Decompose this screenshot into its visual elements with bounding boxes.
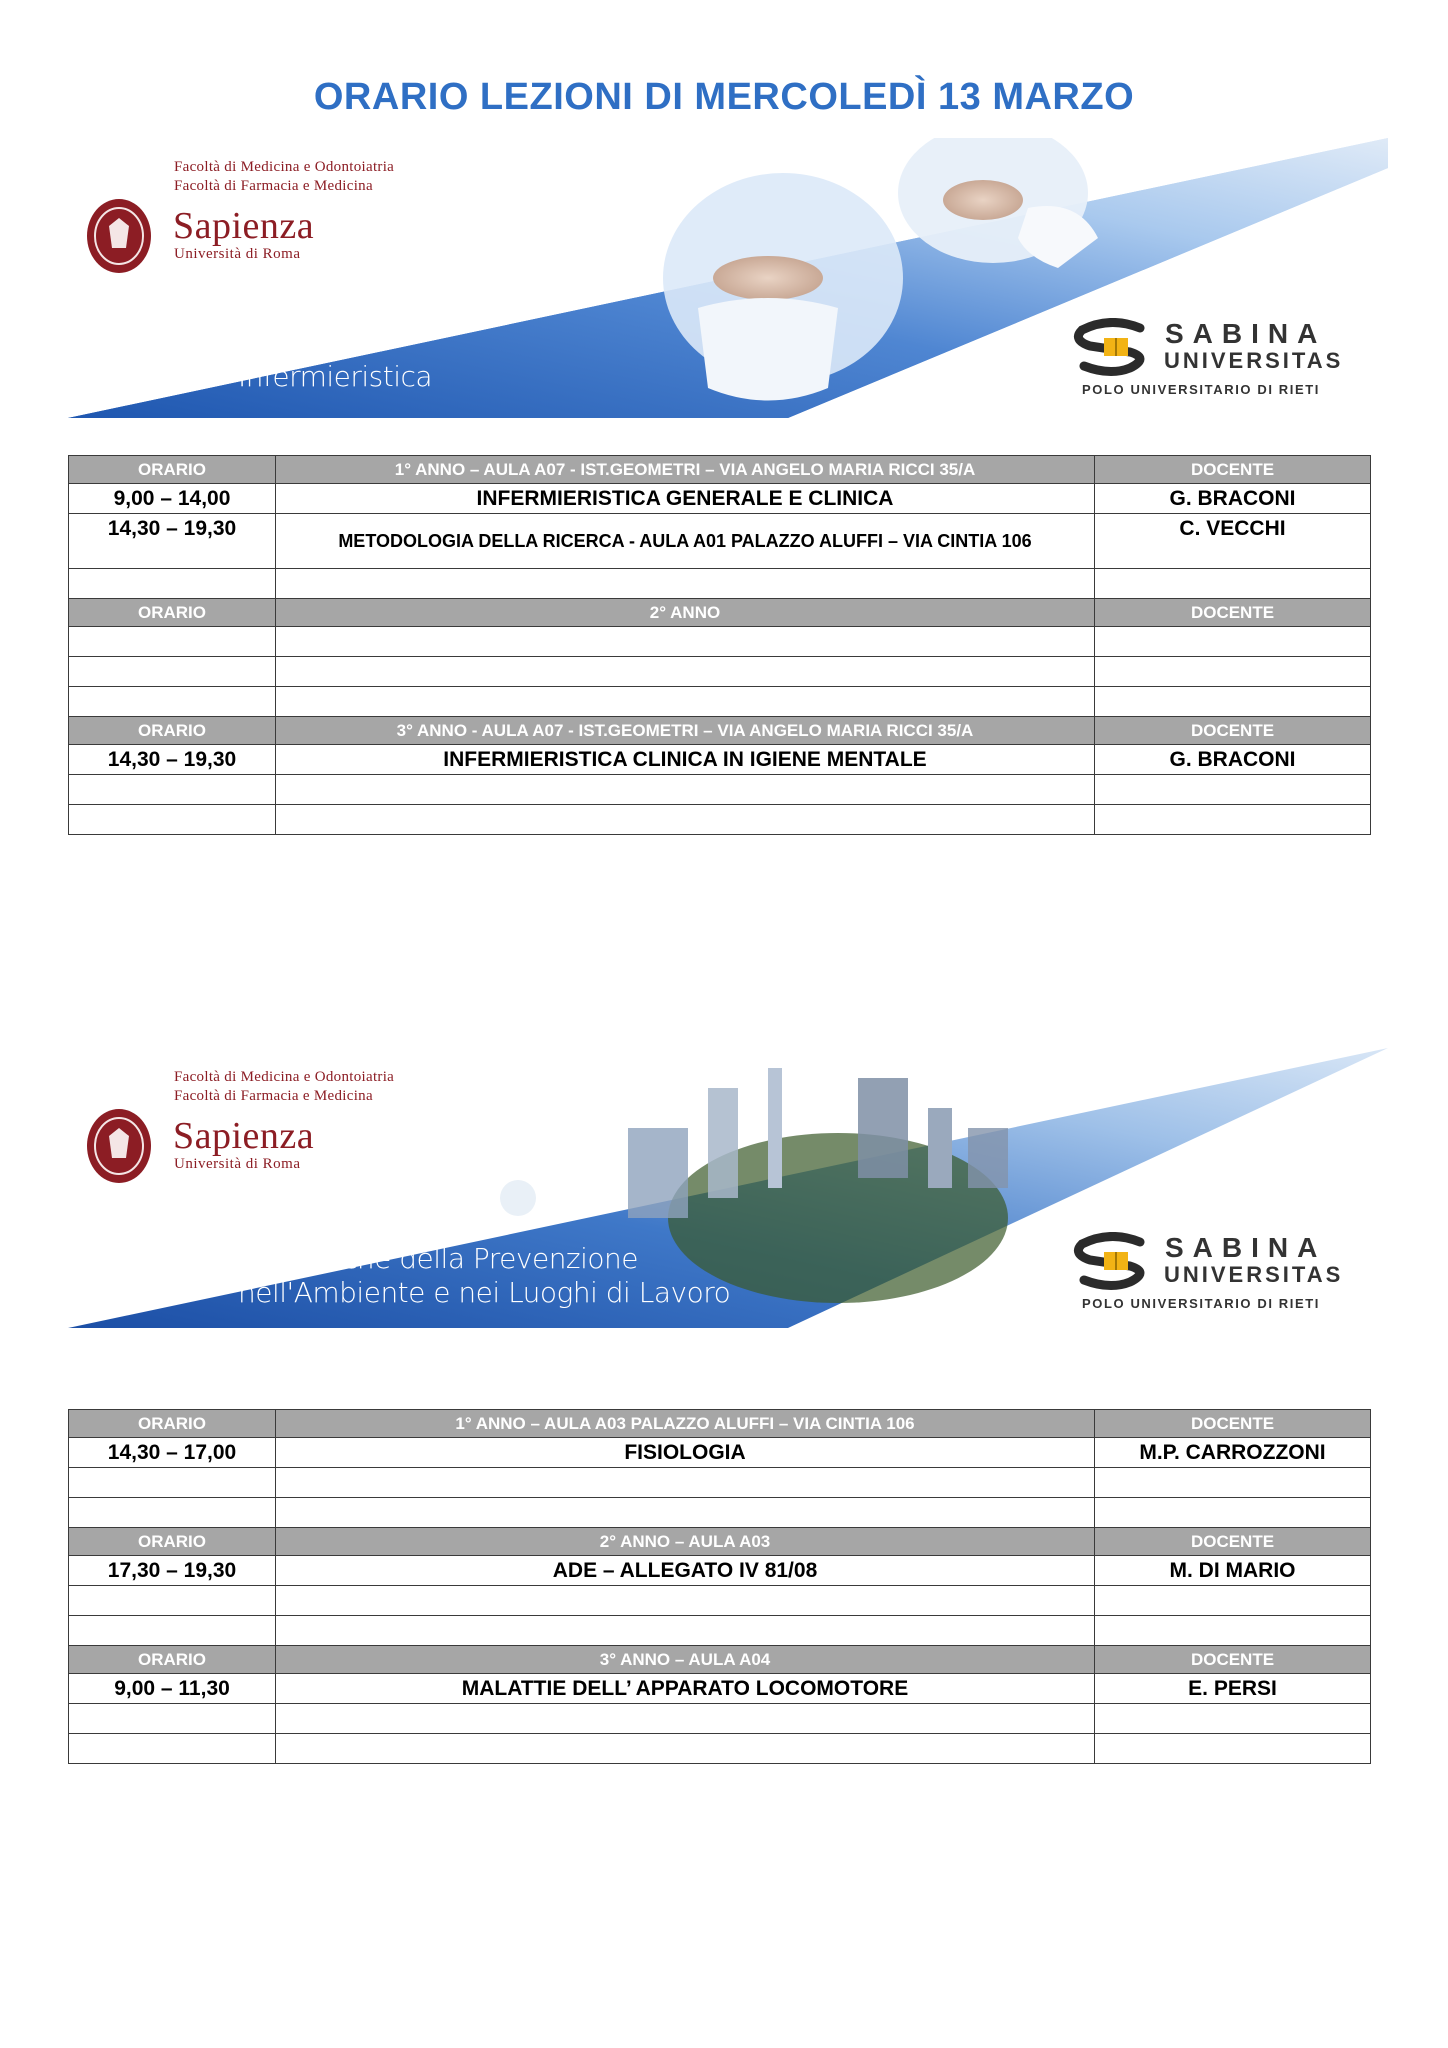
sabina-name: SABINA [1165, 318, 1327, 349]
faculty-line-1: Facoltà di Medicina e Odontoiatria [174, 159, 395, 175]
cell-teacher: E. PERSI [1095, 1674, 1371, 1704]
sabina-polo: POLO UNIVERSITARIO DI RIETI [1082, 1296, 1320, 1311]
cell-subject [276, 1734, 1095, 1764]
table-row [69, 484, 1371, 514]
cell-subject: INFERMIERISTICA GENERALE E CLINICA [276, 484, 1095, 514]
table-row [69, 1468, 1371, 1498]
header-cell-time: ORARIO [69, 456, 276, 484]
table-row [69, 1438, 1371, 1468]
cell-subject: FISIOLOGIA [276, 1438, 1095, 1468]
sabina-universitas: UNIVERSITAS [1164, 348, 1344, 373]
cell-teacher [1095, 1734, 1371, 1764]
cell-teacher [1095, 657, 1371, 687]
table-row [69, 1674, 1371, 1704]
table-row [69, 775, 1371, 805]
cell-teacher [1095, 1498, 1371, 1528]
cell-subject: ADE – ALLEGATO IV 81/08 [276, 1556, 1095, 1586]
header-cell-time: ORARIO [69, 1646, 276, 1674]
sapienza-subtitle: Università di Roma [174, 1156, 301, 1172]
cell-time [69, 687, 276, 717]
cell-teacher: C. VECCHI [1095, 514, 1371, 569]
table-row [69, 1616, 1371, 1646]
course-title-line-1: Infermieristica [238, 360, 433, 393]
cell-teacher [1095, 569, 1371, 599]
cell-teacher [1095, 1468, 1371, 1498]
sapienza-name: Sapienza [173, 205, 315, 247]
cell-subject: INFERMIERISTICA CLINICA IN IGIENE MENTALE [276, 745, 1095, 775]
sapienza-seal-icon [84, 1106, 154, 1186]
header-cell-time: ORARIO [69, 1410, 276, 1438]
cell-subject [276, 1468, 1095, 1498]
table-row [69, 1498, 1371, 1528]
cell-teacher [1095, 1586, 1371, 1616]
table-header-row [69, 1410, 1371, 1438]
cell-teacher: G. BRACONI [1095, 484, 1371, 514]
table-row [69, 627, 1371, 657]
faculty-names [174, 158, 394, 196]
header-cell-year: 3° ANNO - AULA A07 - IST.GEOMETRI – VIA ANGELO MARIA RICCI 35/A [276, 717, 1095, 745]
table-header-row [69, 456, 1371, 484]
table-row [69, 569, 1371, 599]
course-banner-infermieristica [68, 138, 1388, 418]
sabina-book-icon [1070, 1232, 1160, 1292]
cell-subject [276, 657, 1095, 687]
faculty-line-2: Facoltà di Farmacia e Medicina [174, 178, 373, 194]
header-cell-time: ORARIO [69, 1528, 276, 1556]
cell-time [69, 627, 276, 657]
faculty-line-2: Facoltà di Farmacia e Medicina [174, 1088, 373, 1104]
table-row [69, 1704, 1371, 1734]
sabina-polo: POLO UNIVERSITARIO DI RIETI [1082, 382, 1320, 397]
header-cell-teacher: DOCENTE [1095, 1528, 1371, 1556]
cell-time [69, 1498, 276, 1528]
header-cell-year: 2° ANNO [276, 599, 1095, 627]
cell-teacher: M. DI MARIO [1095, 1556, 1371, 1586]
cell-subject [276, 775, 1095, 805]
faculty-names [174, 1068, 394, 1106]
faculty-line-1: Facoltà di Medicina e Odontoiatria [174, 1069, 395, 1085]
cell-time: 9,00 – 11,30 [69, 1674, 276, 1704]
cell-time [69, 1468, 276, 1498]
cell-time [69, 775, 276, 805]
sapienza-subtitle: Università di Roma [174, 246, 301, 262]
cell-time [69, 1586, 276, 1616]
cell-time: 14,30 – 19,30 [69, 514, 276, 569]
cell-time [69, 1704, 276, 1734]
schedule-table-infermieristica [68, 455, 1371, 835]
header-cell-time: ORARIO [69, 599, 276, 627]
header-cell-year: 1° ANNO – AULA A03 PALAZZO ALUFFI – VIA CINTIA 106 [276, 1410, 1095, 1438]
table-header-row [69, 1528, 1371, 1556]
cell-teacher [1095, 1616, 1371, 1646]
table-row [69, 1556, 1371, 1586]
cell-time: 14,30 – 19,30 [69, 745, 276, 775]
table-header-row [69, 599, 1371, 627]
table-row [69, 1734, 1371, 1764]
table-row [69, 1586, 1371, 1616]
header-cell-teacher: DOCENTE [1095, 599, 1371, 627]
cell-teacher: M.P. CARROZZONI [1095, 1438, 1371, 1468]
table-row [69, 745, 1371, 775]
cell-teacher [1095, 687, 1371, 717]
header-cell-year: 2° ANNO – AULA A03 [276, 1528, 1095, 1556]
cell-time: 14,30 – 17,00 [69, 1438, 276, 1468]
header-cell-teacher: DOCENTE [1095, 717, 1371, 745]
course-title-line-2: nell'Ambiente e nei Luoghi di Lavoro [238, 1276, 731, 1309]
header-cell-year: 1° ANNO – AULA A07 - IST.GEOMETRI – VIA ANGELO MARIA RICCI 35/A [276, 456, 1095, 484]
cell-subject [276, 805, 1095, 835]
sapienza-name: Sapienza [173, 1115, 315, 1157]
cell-time [69, 1616, 276, 1646]
cell-teacher [1095, 1704, 1371, 1734]
header-cell-teacher: DOCENTE [1095, 1646, 1371, 1674]
header-cell-year: 3° ANNO – AULA A04 [276, 1646, 1095, 1674]
sabina-universitas: UNIVERSITAS [1164, 1262, 1344, 1287]
cell-time [69, 805, 276, 835]
table-row [69, 687, 1371, 717]
cell-subject [276, 687, 1095, 717]
cell-time: 9,00 – 14,00 [69, 484, 276, 514]
table-header-row [69, 717, 1371, 745]
schedule-table-prevenzione [68, 1409, 1371, 1764]
page-title: ORARIO LEZIONI DI MERCOLEDÌ 13 MARZO [313, 76, 1135, 118]
table-row [69, 657, 1371, 687]
sabina-name: SABINA [1165, 1232, 1327, 1263]
table-row [69, 514, 1371, 569]
cell-subject: METODOLOGIA DELLA RICERCA - AULA A01 PALAZZO ALUFFI – VIA CINTIA 106 [276, 514, 1095, 569]
cell-subject: MALATTIE DELL’ APPARATO LOCOMOTORE [276, 1674, 1095, 1704]
table-header-row [69, 1646, 1371, 1674]
cell-teacher [1095, 627, 1371, 657]
course-title [238, 360, 432, 394]
header-cell-teacher: DOCENTE [1095, 456, 1371, 484]
cell-teacher: G. BRACONI [1095, 745, 1371, 775]
cell-time [69, 1734, 276, 1764]
cell-subject [276, 1498, 1095, 1528]
sapienza-seal-icon [84, 196, 154, 276]
cell-time: 17,30 – 19,30 [69, 1556, 276, 1586]
course-title-line-1: Tecniche della Prevenzione [274, 1242, 639, 1275]
cell-subject [276, 1586, 1095, 1616]
course-title [238, 1242, 730, 1310]
cell-subject [276, 1616, 1095, 1646]
table-row [69, 805, 1371, 835]
sabina-universitas-logo [1070, 318, 1370, 398]
course-banner-prevenzione [68, 1048, 1388, 1328]
cell-subject [276, 1704, 1095, 1734]
cell-subject [276, 569, 1095, 599]
cell-teacher [1095, 775, 1371, 805]
header-cell-teacher: DOCENTE [1095, 1410, 1371, 1438]
cell-teacher [1095, 805, 1371, 835]
cell-subject [276, 627, 1095, 657]
sabina-book-icon [1070, 318, 1160, 378]
sabina-universitas-logo [1070, 1232, 1370, 1312]
header-cell-time: ORARIO [69, 717, 276, 745]
cell-time [69, 657, 276, 687]
cell-time [69, 569, 276, 599]
